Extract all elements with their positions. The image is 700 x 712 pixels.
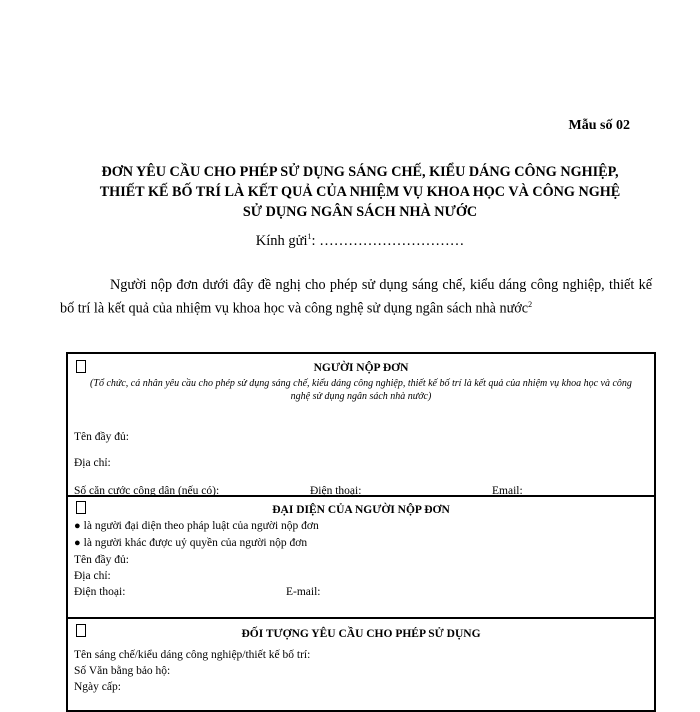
applicant-section-note: (Tổ chức, cá nhân yêu cầu cho phép sử dụng sáng chế, kiểu dáng công nghiệp, thiết kế bố trí là kết quả của nhiệm vụ khoa học và công nghệ sử dụng ngân sách nhà nước): [90, 378, 632, 402]
intro-footnote: 2: [528, 300, 533, 309]
application-form-box: [66, 352, 656, 712]
recipient-line: [60, 232, 660, 250]
subject-certificate-label: Số Văn bằng bảo hộ:: [74, 665, 171, 677]
representative-option-authorized[interactable]: [74, 537, 307, 549]
form-title-line-1: ĐƠN YÊU CẦU CHO PHÉP SỬ DỤNG SÁNG CHẾ, KIỂU DÁNG CÔNG NGHIỆP,: [101, 164, 619, 180]
representative-full-name-label: Tên đầy đủ:: [74, 554, 129, 566]
representative-section-title: ĐẠI DIỆN CỦA NGƯỜI NỘP ĐƠN: [272, 504, 450, 516]
applicant-email-label: Email:: [492, 485, 523, 497]
subject-section-title: ĐỐI TƯỢNG YÊU CẦU CHO PHÉP SỬ DỤNG: [241, 628, 481, 640]
representative-option-authorized-label: là người khác được uỷ quyền của người nộp đơn: [83, 537, 308, 549]
subject-name-label: Tên sáng chế/kiểu dáng công nghiệp/thiết kế bố trí:: [74, 649, 311, 661]
intro-text: Người nộp đơn dưới đây đề nghị cho phép sử dụng sáng chế, kiểu dáng công nghiệp, thiết kế bố trí là kết quả của nhiệm vụ khoa học và công nghệ sử dụng ngân sách nhà nước: [60, 277, 652, 317]
applicant-address-label: Địa chỉ:: [74, 457, 111, 469]
applicant-section-title: NGƯỜI NỘP ĐƠN: [313, 362, 409, 374]
representative-option-legal[interactable]: [74, 520, 319, 532]
section-divider: [68, 617, 654, 619]
form-title-line-2: THIẾT KẾ BỐ TRÍ LÀ KẾT QUẢ CỦA NHIỆM VỤ KHOA HỌC VÀ CÔNG NGHỆ: [99, 184, 621, 200]
intro-paragraph: [60, 275, 652, 319]
bullet-icon: ●: [74, 520, 81, 532]
form-code: Mẫu số 02: [568, 118, 630, 133]
form-title: [60, 162, 660, 222]
representative-option-legal-label: là người đại diện theo pháp luật của người nộp đơn: [83, 520, 319, 532]
applicant-id-label: Số căn cước công dân (nếu có):: [74, 485, 220, 497]
representative-phone-label: Điện thoại:: [74, 586, 126, 598]
recipient-label: Kính gửi: [255, 232, 308, 249]
bullet-icon: ●: [74, 537, 81, 549]
recipient-value[interactable]: : …………………………: [311, 232, 465, 249]
section-divider: [68, 495, 654, 497]
representative-address-label: Địa chỉ:: [74, 570, 111, 582]
form-title-line-3: SỬ DỤNG NGÂN SÁCH NHÀ NƯỚC: [242, 204, 478, 220]
recipient-footnote: 1: [307, 232, 312, 241]
representative-email-label: E-mail:: [286, 586, 321, 598]
subject-issue-date-label: Ngày cấp:: [74, 681, 121, 693]
applicant-full-name-label: Tên đầy đủ:: [74, 431, 129, 443]
applicant-phone-label: Điện thoại:: [310, 485, 362, 497]
